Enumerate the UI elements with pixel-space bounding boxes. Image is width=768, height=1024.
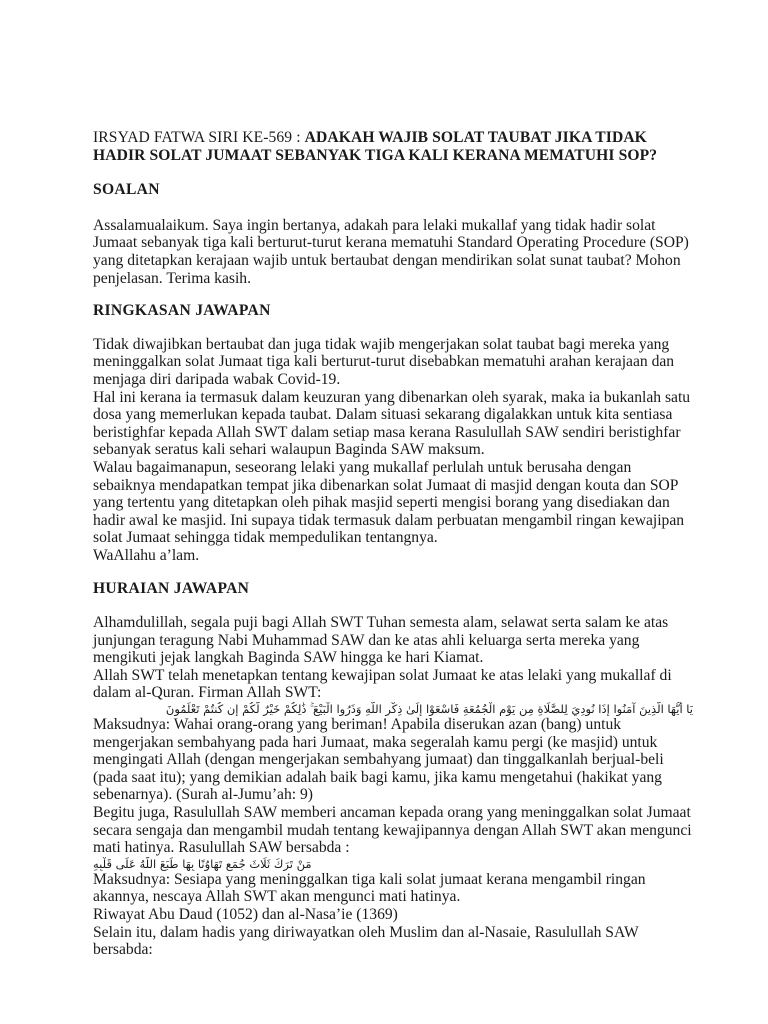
heading-soalan: SOALAN (93, 181, 160, 199)
soalan-text: Assalamualaikum. Saya ingin bertanya, adakah para lelaki mukallaf yang tidak hadir solat Jumaat sebanyak tiga kali berturut-turut kerana mematuhi Standard Operating Procedure (SOP) yang ditetapkan kerajaan wajib untuk bertaubat dengan mendirikan solat sunat taubat? Mohon penjelasan. Terima kasih. (93, 216, 689, 287)
huraian-paragraph: Alhamdulillah, segala puji bagi Allah SWT Tuhan semesta alam, selawat serta salam ke atas junjungan teragung Nabi Muhammad SAW dan ke atas ahli keluarga serta mereka yang mengikuti jejak langkah Baginda SAW hingga ke hari Kiamat. (93, 614, 669, 667)
heading-huraian: HURAIAN JAWAPAN (93, 580, 250, 598)
ringkasan-paragraph: WaAllahu a’lam. (93, 546, 200, 564)
quran-verse-arabic: يَا أَيُّهَا الَّذِينَ آمَنُوا إِذَا نُودِيَ لِلصَّلَاةِ مِن يَوْمِ الْجُمُعَةِ فَاسْعَوْا إِلَىٰ ذِكْرِ اللَّهِ وَذَرُوا الْبَيْعَ ۚ ذَٰلِكُمْ خَيْرٌ لَّكُمْ إِن كُنتُمْ تَعْلَمُونَ (165, 702, 693, 717)
document-page (93, 0, 693, 959)
heading-ringkasan: RINGKASAN JAWAPAN (93, 302, 271, 320)
hadith-arabic: مَنْ تَرَكَ ثَلَاثَ جُمَعٍ تَهَاوُنًا بِهَا طَبَعَ اللَّهُ عَلَى قَلْبِهِ (93, 856, 312, 871)
huraian-paragraph: Begitu juga, Rasulullah SAW memberi ancaman kepada orang yang meninggalkan solat Jumaat secara sengaja dan mengambil mudah tentang kewajipannya dengan Allah SWT akan mengunci mati hatinya. Rasulullah SAW bersabda : (93, 804, 692, 857)
ringkasan-paragraph: Walau bagaimanapun, seseorang lelaki yang mukallaf perlulah untuk berusaha dengan sebaiknya mendapatkan tempat jika dibenarkan solat Jumaat di masjid dengan kouta dan SOP yang tertentu yang ditetapkan oleh pihak masjid seperti mengisi borang yang disediakan dan hadir awal ke masjid. Ini supaya tidak termasuk dalam perbuatan mengambil ringan kewajipan solat Jumaat sehingga tidak mempedulikan tentangnya. (93, 458, 685, 547)
huraian-paragraph: Maksudnya: Sesiapa yang meninggalkan tiga kali solat jumaat kerana mengambil ringan akannya, nescaya Allah SWT akan mengunci mati hatinya. (93, 870, 646, 906)
hadith-arabic-container (93, 857, 693, 871)
ringkasan-paragraph: Tidak diwajibkan bertaubat dan juga tidak wajib mengerjakan solat taubat bagi mereka yang meninggalkan solat Jumaat tiga kali berturut-turut disebabkan mematuhi arahan kerajaan dan menjaga diri daripada wabak Covid-19. (93, 335, 675, 388)
huraian-paragraph: Maksudnya: Wahai orang-orang yang beriman! Apabila diserukan azan (bang) untuk mengerjakan sembahyang pada hari Jumaat, maka segeralah kamu pergi (ke masjid) untuk mengingati Allah (dengan mengerjakan sembahyang jumaat) dan tinggalkanlah berjual-beli (pada saat itu); yang demikian adalah baik bagi kamu, jika kamu mengetahui (hakikat yang sebenarnya). (Surah al-Jumu’ah: 9) (93, 716, 664, 804)
huraian-paragraph: Selain itu, dalam hadis yang diriwayatkan oleh Muslim dan al-Nasaie, Rasulullah SAW bersabda: (93, 923, 639, 959)
huraian-body (93, 614, 693, 959)
title-series: IRSYAD FATWA SIRI KE-569 : (93, 129, 305, 146)
document-title (93, 129, 693, 164)
ringkasan-body (93, 336, 693, 565)
title-main: ADAKAH WAJIB SOLAT TAUBAT JIKA TIDAK HADIR SOLAT JUMAAT SEBANYAK TIGA KALI KERANA MEMATUHI SOP? (93, 129, 658, 164)
huraian-paragraph: Allah SWT telah menetapkan tentang kewajipan solat Jumaat ke atas lelaki yang mukallaf di dalam al-Quran. Firman Allah SWT: (93, 666, 672, 702)
hadith-reference: Riwayat Abu Daud (1052) dan al-Nasa’ie (1369) (93, 905, 398, 923)
ringkasan-paragraph: Hal ini kerana ia termasuk dalam keuzuran yang dibenarkan oleh syarak, maka ia bukanlah satu dosa yang memerlukan kepada taubat. Dalam situasi sekarang digalakkan untuk kita sentiasa beristighfar kepada Allah SWT dalam setiap masa kerana Rasulullah SAW sendiri beristighfar sebanyak seratus kali sehari walaupun Baginda SAW maksum. (93, 388, 691, 459)
